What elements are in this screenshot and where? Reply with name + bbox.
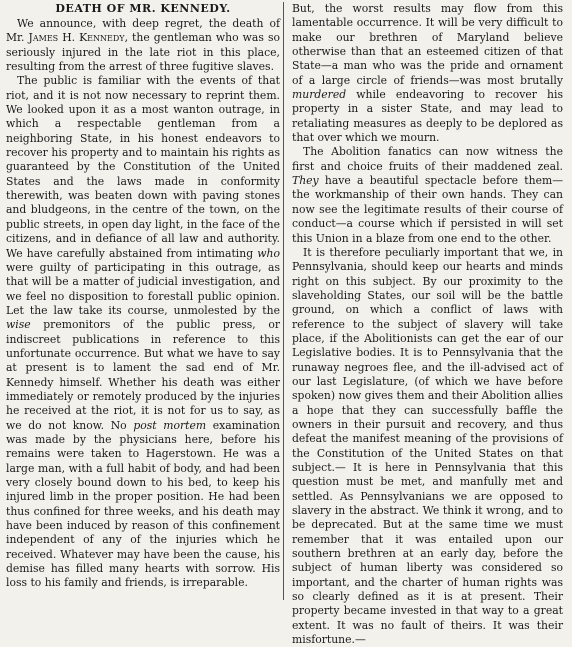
paragraph-1: We announce, with deep regret, the death of Mr. James H. Kennedy, the gentleman who was so seriously injured in the late riot in this place, resulting from the arrest of three fugitive slaves. (6, 17, 280, 74)
paragraph-2: The public is familiar with the events of that riot, and it is not now necessary to reprint them. We looked upon it as a most wanton outrage, in which a respectable gentleman from a neighboring State, in his honest endeavors to recover his property and to maintain his rights as guaranteed by the Constitution of the United States and the laws made in conformity therewith, was beaten down with paving stones and bludgeons, in the centre of the town, on the public streets, in open day light, in the face of the citizens, and in defiance of all law and authority. We have carefully abstained from intimating who were guilty of participating in this outrage, as that will be a matter of judicial investigation, and we feel no disposition to forestall public opinion. Let the law take its course, unmolested by the wise premonitors of the public press, or indiscreet publications in reference to this unfortunate occurrence. But what we have to say at present is to lament the sad end of Mr. Kennedy himself. Whether his death was either immediately or remotely produced by the injuries he received at the riot, it is not for us to say, as we do not know. No post mortem examination was made by the physicians here, before his remains were taken to Hagerstown. He was a large man, with a full habit of body, and had been very closely bound down to his bed, to keep his injured limb in the proper position. He had been thus confined for three weeks, and his death may have been induced by reason of this confinement independent of any of the injuries which he received. Whatever may have been the cause, his demise has filled many hearts with sorrow. His loss to his family and friends, is irreparable. (6, 74, 280, 590)
paragraph-3: But, the worst results may flow from this lamentable occurrence. It will be very difficult to make our brethren of Maryland believe otherwise than that an esteemed citizen of that State—a man who was the pride and ornament of a large circle of friends—was most brutally murdered while endeavoring to recover his property in a sister State, and may lead to retaliating measures as deeply to be deplored as that over which we mourn. (292, 2, 563, 145)
paragraph-5: It is therefore peculiarly important that we, in Pennsylvania, should keep our hearts and minds right on this subject. By our proximity to the slaveholding States, our soil will be the battle ground, on which a conflict of laws with reference to the subject of slavery will take place, if the Abolitionists can get the ear of our Legislative bodies. It is to Pennsylvania that the runaway negroes flee, and the ill-advised act of our last Legislature, (of which we have before spoken) now gives them and their Abolition allies a hope that they can successfully baffle the owners in their pursuit and recovery, and thus defeat the manifest meaning of the provisions of the Constitution of the United States on that subject.— It is here in Pennsylvania that this question must be met, and manfully met and settled. As Pennsylvanians we are opposed to slavery in the abstract. We think it wrong, and to be deprecated. But at the same time we must remember that it was entailed upon our southern brethren at an early day, before the subject of human liberty was considered so important, and the charter of human rights was so clearly defined as it is at present. Their property became invested in that way to a great extent. It was no fault of theirs. It was their misfortune.— (292, 245, 563, 647)
paragraph-4: The Abolition fanatics can now witness the first and choice fruits of their maddened zeal. They have a beautiful spectacle before them—the workmanship of their own hands. They can now see the legitimate results of their course of conduct—a course which if persisted in will set this Union in a blaze from one end to the other. (292, 145, 563, 245)
left-column (4, 2, 283, 600)
right-column (284, 2, 565, 647)
person-name: James H. Kennedy (28, 31, 125, 45)
article-title: DEATH OF MR. KENNEDY. (55, 2, 231, 15)
